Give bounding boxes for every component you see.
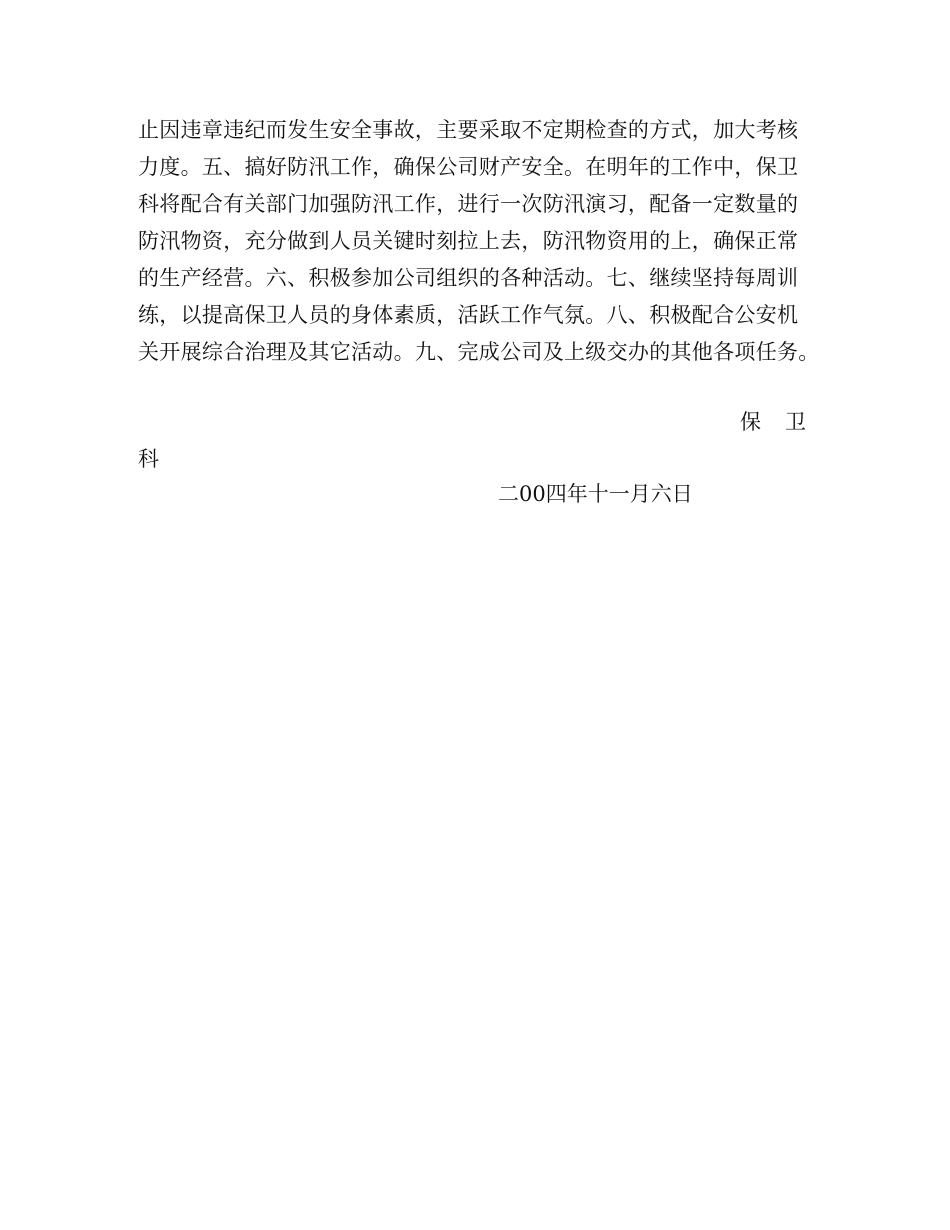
- signature-department-continued: 科: [138, 447, 159, 471]
- text-line-7: 关开展综合治理及其它活动。九、完成公司及上级交办的其他各项任务。: [138, 340, 820, 364]
- text-line-3: 科将配合有关部门加强防汛工作，进行一次防汛演习，配备一定数量的: [138, 192, 799, 216]
- signature-department: 保卫: [740, 410, 830, 434]
- text-line-4: 防汛物资，充分做到人员关键时刻拉上去，防汛物资用的上，确保正常: [138, 229, 799, 253]
- body-paragraph: [138, 112, 828, 371]
- text-line-5: 的生产经营。六、积极参加公司组织的各种活动。七、继续坚持每周训: [138, 266, 799, 290]
- document-date: 二00四年十一月六日: [498, 482, 693, 506]
- text-line-2: 力度。五、搞好防汛工作，确保公司财产安全。在明年的工作中，保卫: [138, 155, 799, 179]
- text-line-1: 止因违章违纪而发生安全事故，主要采取不定期检查的方式，加大考核: [138, 118, 799, 142]
- text-line-6: 练，以提高保卫人员的身体素质，活跃工作气氛。八、积极配合公安机: [138, 303, 799, 327]
